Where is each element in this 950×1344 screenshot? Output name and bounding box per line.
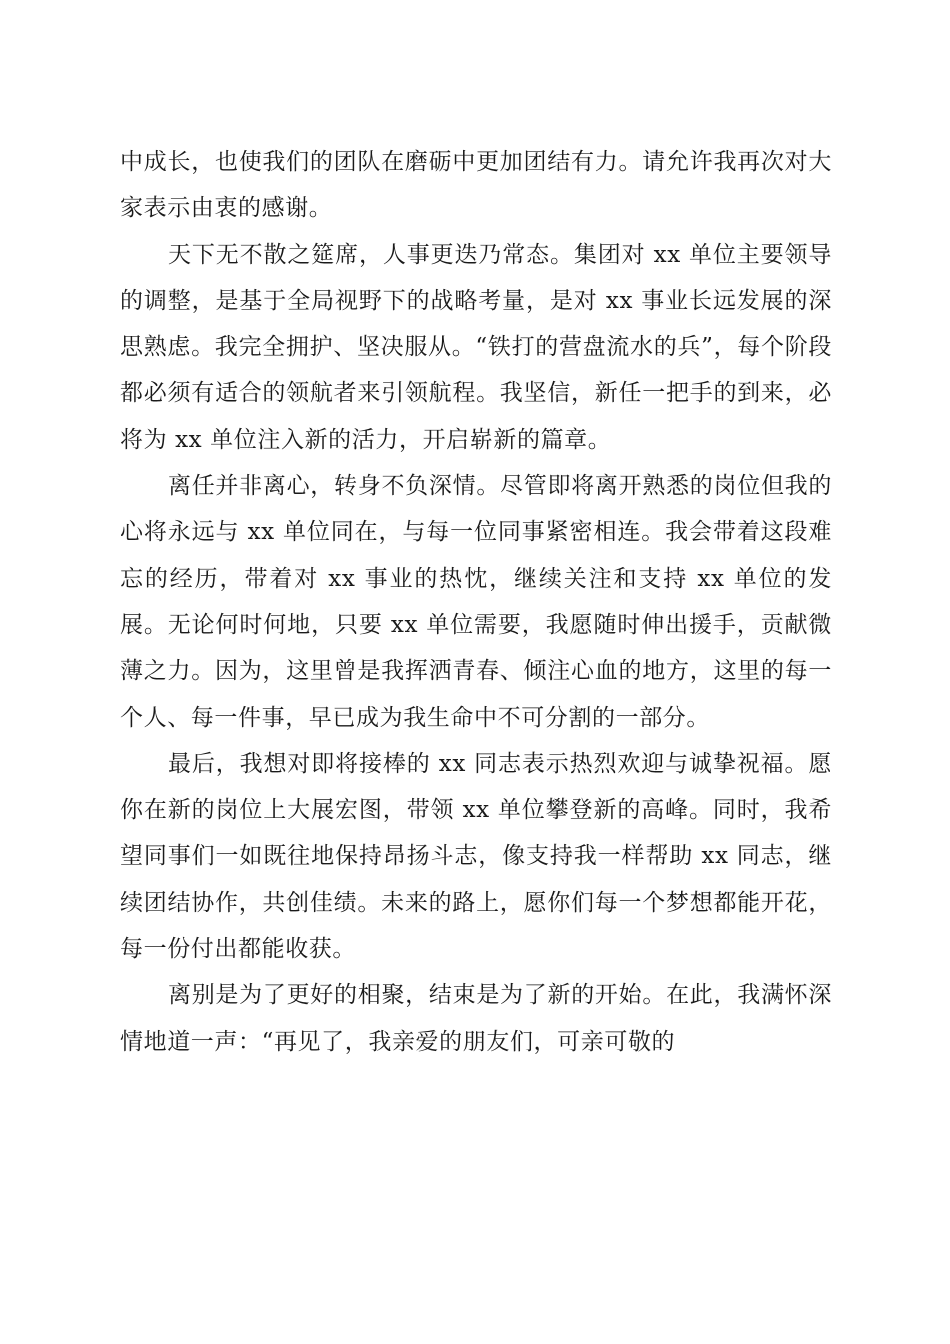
document-body: [120, 139, 832, 1065]
paragraph-leadership-change: 天下无不散之筵席，人事更迭乃常态。集团对 xx 单位主要领导的调整，是基于全局视野下的战略考量，是对 xx 事业长远发展的深思熟虑。我完全拥护、坚决服从。“铁打的营盘流水的兵”，每个阶段都必须有适合的领航者来引领航程。我坚信，新任一把手的到来，必将为 xx 单位注入新的活力，开启崭新的篇章。: [120, 241, 832, 453]
paragraph-farewell-commitment: 离任并非离心，转身不负深情。尽管即将离开熟悉的岗位但我的心将永远与 xx 单位同在，与每一位同事紧密相连。我会带着这段难忘的经历，带着对 xx 事业的热忱，继续关注和支持 xx 单位的发展。无论何时何地，只要 xx 单位需要，我愿随时伸出援手，贡献微薄之力。因为，这里曾是我挥洒青春、倾注心血的地方，这里的每一个人、每一件事，早已成为我生命中不可分割的一部分。: [120, 473, 832, 731]
paragraph-welcome-successor: 最后，我想对即将接棒的 xx 同志表示热烈欢迎与诚挚祝福。愿你在新的岗位上大展宏图，带领 xx 单位攀登新的高峰。同时，我希望同事们一如既往地保持昂扬斗志，像支持我一样帮助 xx 同志，继续团结协作，共创佳绩。未来的路上，愿你们每一个梦想都能开花，每一份付出都能收获。: [120, 750, 832, 963]
paragraph-continuation: 中成长，也使我们的团队在磨砺中更加团结有力。请允许我再次对大家表示由衷的感谢。: [120, 149, 832, 222]
paragraph-closing-goodbye: 离别是为了更好的相聚，结束是为了新的开始。在此，我满怀深情地道一声：“再见了，我亲爱的朋友们，可亲可敬的: [120, 982, 832, 1055]
